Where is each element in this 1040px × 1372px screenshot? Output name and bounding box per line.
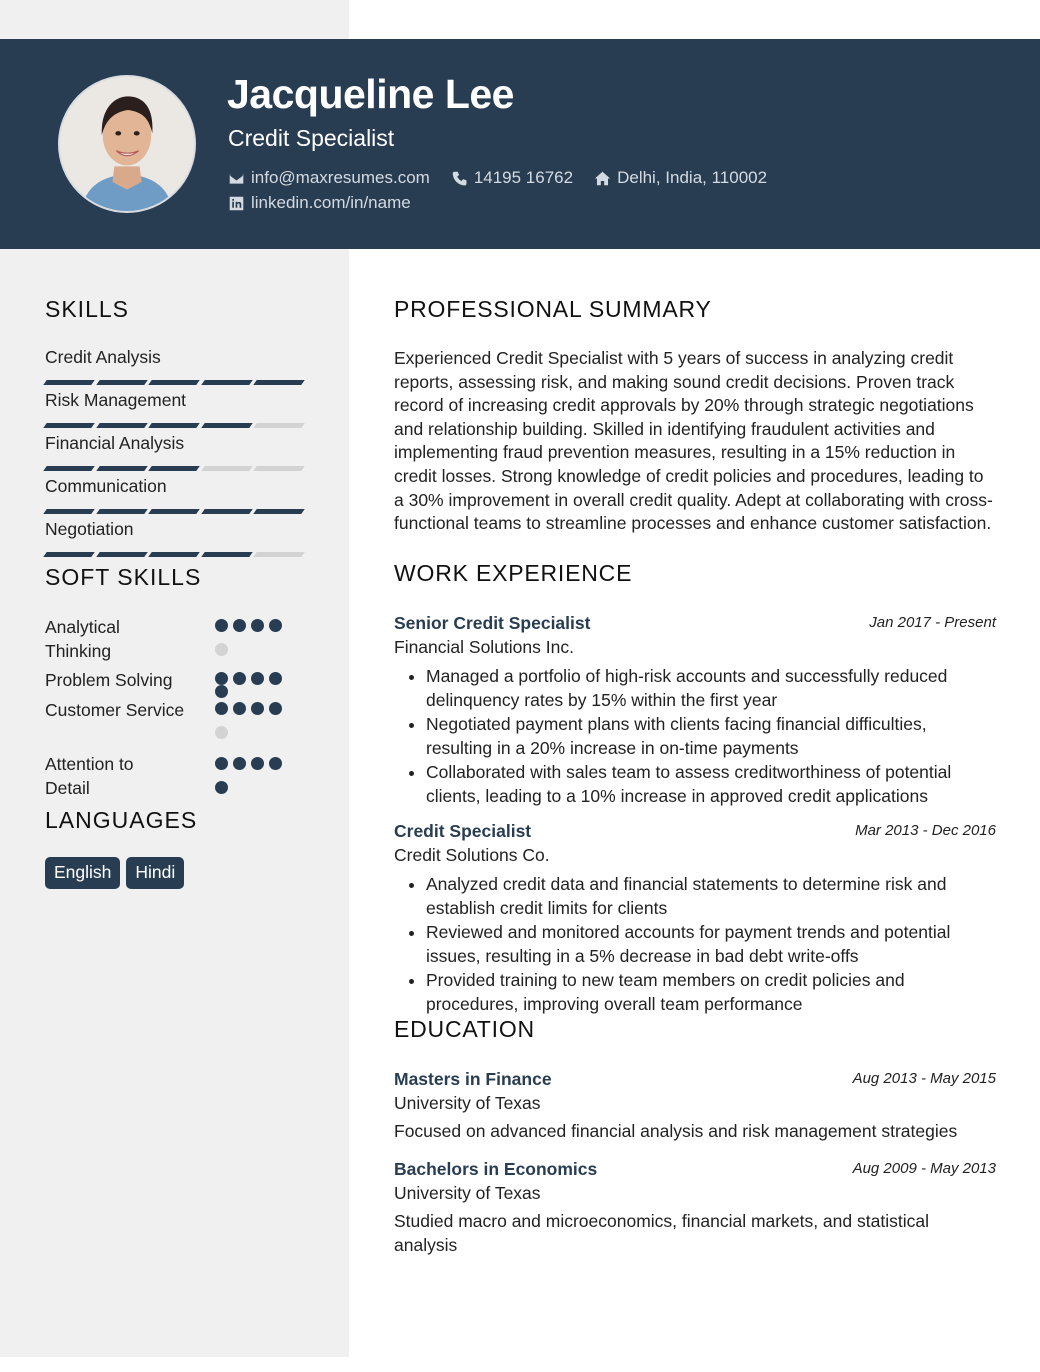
summary-heading: PROFESSIONAL SUMMARY bbox=[394, 296, 712, 322]
education-dates: Aug 2013 - May 2015 bbox=[852, 1070, 996, 1087]
contact-row-linkedin bbox=[228, 193, 432, 213]
job-bullets bbox=[394, 872, 996, 1016]
level-dot-empty bbox=[215, 643, 228, 656]
skill-level-bar bbox=[45, 509, 303, 514]
level-segment-filled bbox=[43, 466, 94, 471]
level-dot-filled bbox=[215, 619, 228, 632]
level-segment-filled bbox=[201, 552, 252, 557]
level-segment-filled bbox=[43, 380, 94, 385]
level-dot-filled bbox=[251, 619, 264, 632]
candidate-title: Credit Specialist bbox=[228, 125, 395, 151]
level-segment-filled bbox=[96, 552, 147, 557]
skill-level-bar bbox=[45, 552, 303, 557]
level-segment-filled bbox=[253, 509, 304, 514]
level-dot-filled bbox=[251, 702, 264, 715]
bullet-item: • Reviewed and monitored accounts for payment trends and potential issues, resulting in a 5% decrease in bad debt write-offs bbox=[426, 920, 996, 968]
level-segment-filled bbox=[201, 380, 252, 385]
level-dot-filled bbox=[269, 672, 282, 685]
level-segment-filled bbox=[201, 423, 252, 428]
experience-entry bbox=[394, 613, 996, 808]
job-bullets bbox=[394, 664, 996, 808]
language-badge: Hindi bbox=[126, 857, 184, 889]
contact-row bbox=[228, 168, 788, 188]
bullet-item: • Collaborated with sales team to assess creditworthiness of potential clients, leading to a 10% increase in approved credit applications bbox=[426, 760, 996, 808]
level-segment-filled bbox=[96, 423, 147, 428]
education-heading: EDUCATION bbox=[394, 1016, 535, 1042]
level-segment-filled bbox=[148, 380, 199, 385]
skill-item bbox=[45, 519, 302, 540]
level-dot-filled bbox=[215, 757, 228, 770]
skill-name: Risk Management bbox=[45, 390, 187, 410]
level-segment-empty bbox=[253, 552, 304, 557]
level-segment-filled bbox=[148, 552, 199, 557]
experience-heading: WORK EXPERIENCE bbox=[394, 560, 633, 586]
education-entry bbox=[394, 1069, 996, 1143]
level-segment-empty bbox=[253, 466, 304, 471]
level-dot-filled bbox=[269, 619, 282, 632]
languages-heading: LANGUAGES bbox=[45, 807, 198, 833]
email-text: info@maxresumes.com bbox=[251, 168, 430, 187]
level-dot-filled bbox=[215, 685, 228, 698]
soft-skill-name: Problem Solving bbox=[45, 670, 173, 690]
level-dot-filled bbox=[215, 702, 228, 715]
skill-item bbox=[45, 433, 302, 454]
soft-skill-level-dots bbox=[215, 702, 295, 739]
company-name: Credit Solutions Co. bbox=[394, 845, 550, 865]
level-segment-filled bbox=[148, 423, 199, 428]
skill-item bbox=[45, 390, 302, 411]
experience-entry bbox=[394, 821, 996, 1016]
skill-level-bar bbox=[45, 466, 303, 471]
level-dot-filled bbox=[233, 757, 246, 770]
soft-skill-level-dots bbox=[215, 757, 295, 794]
degree-title: Masters in Finance bbox=[394, 1069, 552, 1089]
education-entry bbox=[394, 1159, 996, 1257]
level-dot-filled bbox=[215, 672, 228, 685]
level-segment-filled bbox=[43, 509, 94, 514]
job-dates: Mar 2013 - Dec 2016 bbox=[855, 822, 996, 839]
level-segment-filled bbox=[43, 552, 94, 557]
level-segment-filled bbox=[253, 380, 304, 385]
summary-text: Experienced Credit Specialist with 5 years of success in analyzing credit reports, assessing risk, and making sound credit decisions. Proven track record of increasing credit approvals by 20% through strategic negotiations and relationship building. Skilled in identifying fraudulent activities and implementing fraud prevention measures, resulting in a 15% reduction in credit losses. Strong knowledge of credit policies and procedures, leading to a 30% improvement in overall credit quality. Adept at collaborating with cross-functional teams to streamline processes and enhance customer satisfaction. bbox=[394, 348, 993, 534]
level-segment-filled bbox=[96, 466, 147, 471]
bullet-item: • Analyzed credit data and financial statements to determine risk and establish credit limits for clients bbox=[426, 872, 996, 920]
soft-skill-name: Customer Service bbox=[45, 700, 185, 720]
job-title: Credit Specialist bbox=[394, 821, 532, 841]
language-badge: English bbox=[45, 857, 120, 889]
level-segment-filled bbox=[201, 509, 252, 514]
level-dot-empty bbox=[215, 726, 228, 739]
skill-name: Financial Analysis bbox=[45, 433, 185, 453]
level-dot-filled bbox=[251, 757, 264, 770]
company-name: Financial Solutions Inc. bbox=[394, 637, 574, 657]
languages-list bbox=[45, 857, 184, 889]
level-segment-filled bbox=[96, 380, 147, 385]
home-icon bbox=[594, 170, 611, 187]
level-segment-filled bbox=[96, 509, 147, 514]
contact-linkedin[interactable] bbox=[228, 193, 411, 213]
bullet-item: • Negotiated payment plans with clients facing financial difficulties, resulting in a 20% increase in on-time payments bbox=[426, 712, 996, 760]
skill-level-bar bbox=[45, 423, 303, 428]
level-segment-empty bbox=[253, 423, 304, 428]
soft-skills-heading: SOFT SKILLS bbox=[45, 564, 202, 590]
level-segment-filled bbox=[148, 509, 199, 514]
skill-name: Negotiation bbox=[45, 519, 134, 539]
bullet-item: • Provided training to new team members on credit policies and procedures, improving overall team performance bbox=[426, 968, 996, 1016]
linkedin-icon bbox=[228, 195, 245, 212]
linkedin-text: linkedin.com/in/name bbox=[251, 193, 411, 212]
soft-skill-name: Attention to Detail bbox=[45, 754, 134, 798]
candidate-name: Jacqueline Lee bbox=[227, 71, 514, 117]
location-text: Delhi, India, 110002 bbox=[617, 168, 768, 187]
skill-name: Credit Analysis bbox=[45, 347, 161, 367]
education-dates: Aug 2009 - May 2013 bbox=[852, 1160, 996, 1177]
contact-email[interactable] bbox=[228, 168, 430, 188]
contact-location bbox=[594, 168, 767, 188]
school-name: University of Texas bbox=[394, 1183, 541, 1203]
level-dot-filled bbox=[269, 702, 282, 715]
skill-item bbox=[45, 476, 302, 497]
skill-item bbox=[45, 347, 302, 368]
envelope-icon bbox=[228, 170, 245, 187]
skill-level-bar bbox=[45, 380, 303, 385]
skill-name: Communication bbox=[45, 476, 167, 496]
level-dot-filled bbox=[233, 672, 246, 685]
profile-photo bbox=[58, 75, 196, 213]
skills-heading: SKILLS bbox=[45, 296, 129, 322]
resume-header bbox=[0, 39, 1040, 249]
level-dot-filled bbox=[233, 702, 246, 715]
phone-text: 14195 16762 bbox=[473, 168, 574, 187]
school-name: University of Texas bbox=[394, 1093, 541, 1113]
level-dot-filled bbox=[215, 781, 228, 794]
level-segment-empty bbox=[201, 466, 252, 471]
job-title: Senior Credit Specialist bbox=[394, 613, 591, 633]
level-dot-filled bbox=[233, 619, 246, 632]
level-dot-filled bbox=[269, 757, 282, 770]
soft-skill-level-dots bbox=[215, 672, 295, 698]
contact-phone[interactable] bbox=[451, 168, 573, 188]
soft-skill-name: Analytical Thinking bbox=[45, 617, 120, 661]
level-segment-filled bbox=[43, 423, 94, 428]
degree-title: Bachelors in Economics bbox=[394, 1159, 598, 1179]
education-description: Studied macro and microeconomics, financial markets, and statistical analysis bbox=[394, 1211, 929, 1255]
phone-icon bbox=[451, 170, 468, 187]
soft-skill-level-dots bbox=[215, 619, 295, 656]
job-dates: Jan 2017 - Present bbox=[869, 614, 996, 631]
education-description: Focused on advanced financial analysis and risk management strategies bbox=[394, 1121, 958, 1141]
level-dot-filled bbox=[251, 672, 264, 685]
bullet-item: • Managed a portfolio of high-risk accounts and successfully reduced delinquency rates by 15% within the first year bbox=[426, 664, 996, 712]
level-segment-filled bbox=[148, 466, 199, 471]
